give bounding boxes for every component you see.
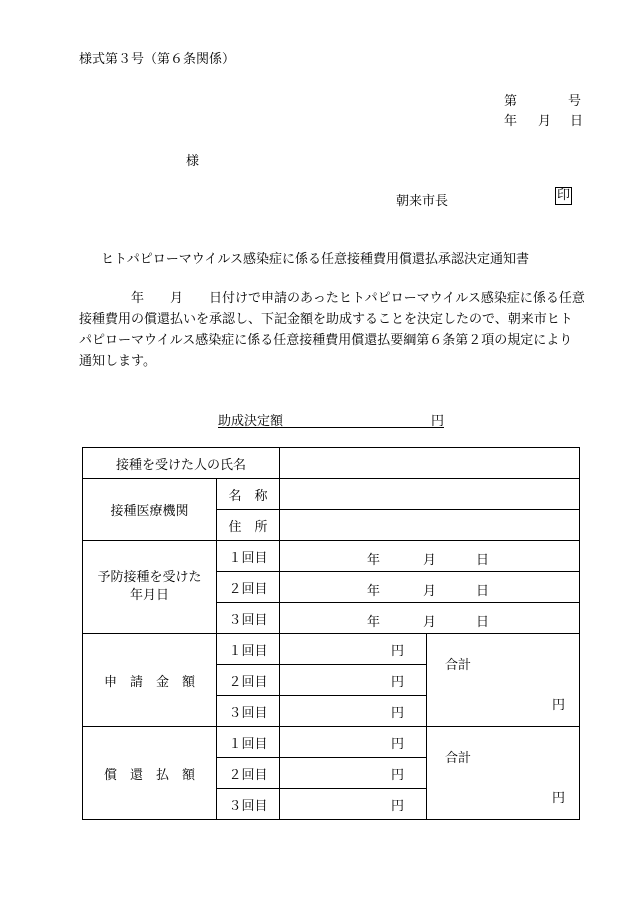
total-yen: 円 xyxy=(552,791,566,806)
month-label: 月 xyxy=(423,553,437,568)
doc-number-suffix: 号 xyxy=(568,94,582,109)
table-row xyxy=(83,448,580,479)
table-row xyxy=(83,479,580,510)
vaccination-date-label: 予防接種を受けた 年月日 xyxy=(83,541,217,634)
document-title: ヒトパピローマウイルス感染症に係る任意接種費用償還払承認決定通知書 xyxy=(101,252,529,267)
year-label: 年 xyxy=(367,553,381,568)
repayment-amount-2: 円 xyxy=(280,758,427,789)
details-table xyxy=(82,447,580,820)
round-label: ２回目 xyxy=(217,572,280,603)
institution-name-label: 名 称 xyxy=(217,479,280,510)
year-label: 年 xyxy=(367,615,381,630)
round-label: １回目 xyxy=(217,541,280,572)
institution-address-label: 住 所 xyxy=(217,510,280,541)
round-label: ２回目 xyxy=(217,665,280,696)
table-row xyxy=(83,727,580,758)
round-label: ３回目 xyxy=(217,789,280,820)
repayment-amount-label: 償 還 払 額 xyxy=(83,727,217,820)
issue-day-label: 日 xyxy=(570,114,584,129)
vaccination-date-3 xyxy=(280,603,580,634)
application-total xyxy=(427,634,580,727)
grant-amount-label: 助成決定額 xyxy=(218,414,284,429)
application-amount-1: 円 xyxy=(280,634,427,665)
month-label: 月 xyxy=(423,584,437,599)
body-paragraph: 年 月 日付けで申請のあったヒトパピローマウイルス感染症に係る任意接種費用の償還払いを承認し、下記金額を助成することを決定したので、朝来市ヒトパピローマウイルス感染症に係る任意接種費用償還払要綱第６条第２項の規定により通知します。 xyxy=(79,291,585,369)
month-label: 月 xyxy=(423,615,437,630)
issue-month-label: 月 xyxy=(538,114,552,129)
issue-year-label: 年 xyxy=(504,114,518,129)
institution-name-value xyxy=(280,479,580,510)
seal-mark: 印 xyxy=(557,188,571,203)
institution-label: 接種医療機関 xyxy=(83,479,217,541)
institution-address-value xyxy=(280,510,580,541)
repayment-total xyxy=(427,727,580,820)
grant-amount-yen: 円 xyxy=(430,414,444,429)
application-amount-3: 円 xyxy=(280,696,427,727)
form-number: 様式第３号（第６条関係） xyxy=(79,52,236,67)
round-label: ３回目 xyxy=(217,603,280,634)
year-label: 年 xyxy=(367,584,381,599)
round-label: ３回目 xyxy=(217,696,280,727)
total-yen: 円 xyxy=(552,698,566,713)
table-row xyxy=(83,541,580,572)
total-label: 合計 xyxy=(445,658,472,673)
vaccination-date-2 xyxy=(280,572,580,603)
table-row xyxy=(83,634,580,665)
person-name-value xyxy=(280,448,580,479)
round-label: １回目 xyxy=(217,634,280,665)
round-label: ２回目 xyxy=(217,758,280,789)
application-amount-2: 円 xyxy=(280,665,427,696)
day-label: 日 xyxy=(476,615,490,630)
recipient-honorific: 様 xyxy=(186,154,200,169)
vaccination-date-1 xyxy=(280,541,580,572)
doc-number-prefix: 第 xyxy=(504,94,518,109)
person-name-label: 接種を受けた人の氏名 xyxy=(83,448,280,479)
total-label: 合計 xyxy=(445,751,472,766)
round-label: １回目 xyxy=(217,727,280,758)
grant-amount-line xyxy=(218,410,444,428)
repayment-amount-1: 円 xyxy=(280,727,427,758)
day-label: 日 xyxy=(476,584,490,599)
sender-mayor: 朝来市長 xyxy=(396,194,449,209)
repayment-amount-3: 円 xyxy=(280,789,427,820)
application-amount-label: 申 請 金 額 xyxy=(83,634,217,727)
day-label: 日 xyxy=(476,553,490,568)
